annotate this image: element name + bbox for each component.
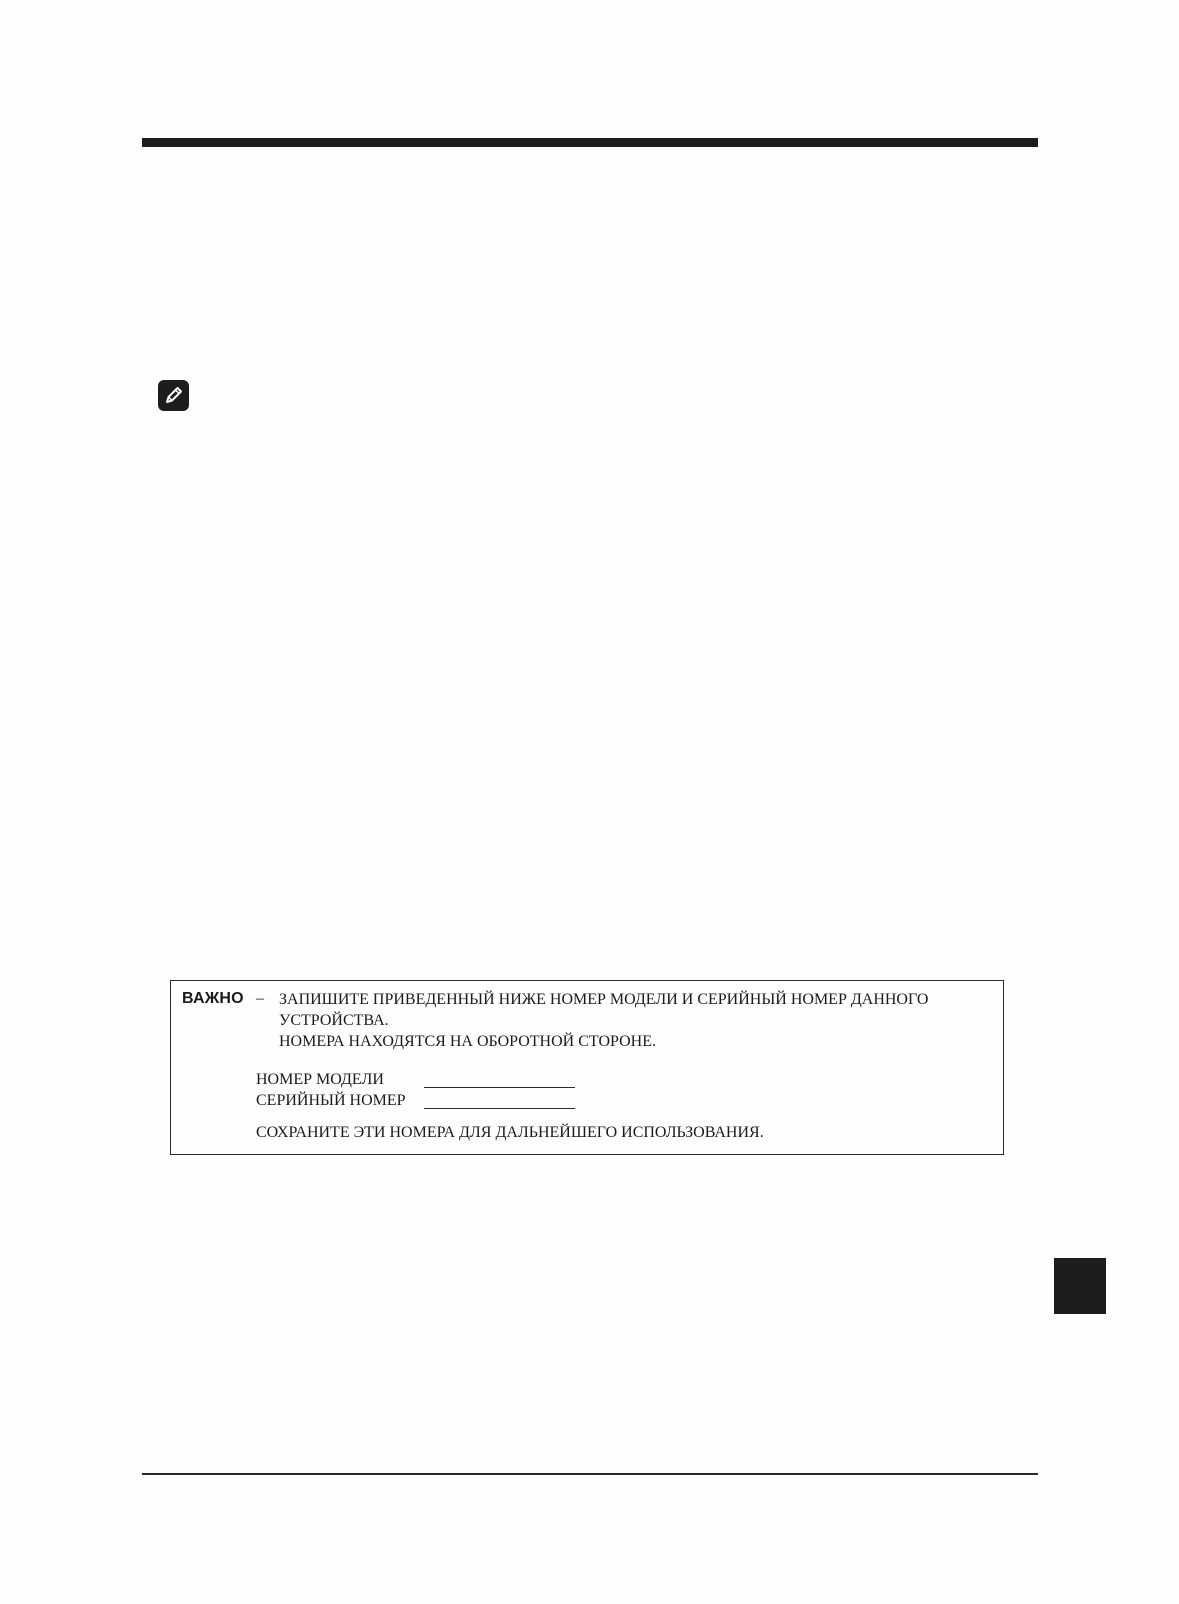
serial-number-label: СЕРИЙНЫЙ НОМЕР xyxy=(256,1092,406,1109)
footer-rule xyxy=(142,1473,1038,1475)
notice-line-1: ЗАПИШИТЕ ПРИВЕДЕННЫЙ НИЖЕ НОМЕР МОДЕЛИ И СЕРИЙНЫЙ НОМЕР ДАННОГО xyxy=(279,991,929,1008)
model-number-label: НОМЕР МОДЕЛИ xyxy=(256,1071,384,1088)
model-number-field xyxy=(424,1087,575,1088)
keep-numbers-text: СОХРАНИТЕ ЭТИ НОМЕРА ДЛЯ ДАЛЬНЕЙШЕГО ИСПОЛЬЗОВАНИЯ. xyxy=(256,1124,764,1141)
serial-number-field xyxy=(424,1108,575,1109)
notice-line-2: УСТРОЙСТВА. xyxy=(279,1012,389,1029)
notice-line-3: НОМЕРА НАХОДЯТСЯ НА ОБОРОТНОЙ СТОРОНЕ. xyxy=(279,1033,656,1050)
header-rule xyxy=(142,138,1038,147)
important-dash: – xyxy=(256,990,264,1007)
important-notice-box xyxy=(170,980,1004,1155)
section-tab-marker xyxy=(1054,1258,1106,1314)
note-pencil-icon xyxy=(158,380,189,411)
important-label: ВАЖНО xyxy=(182,990,244,1007)
